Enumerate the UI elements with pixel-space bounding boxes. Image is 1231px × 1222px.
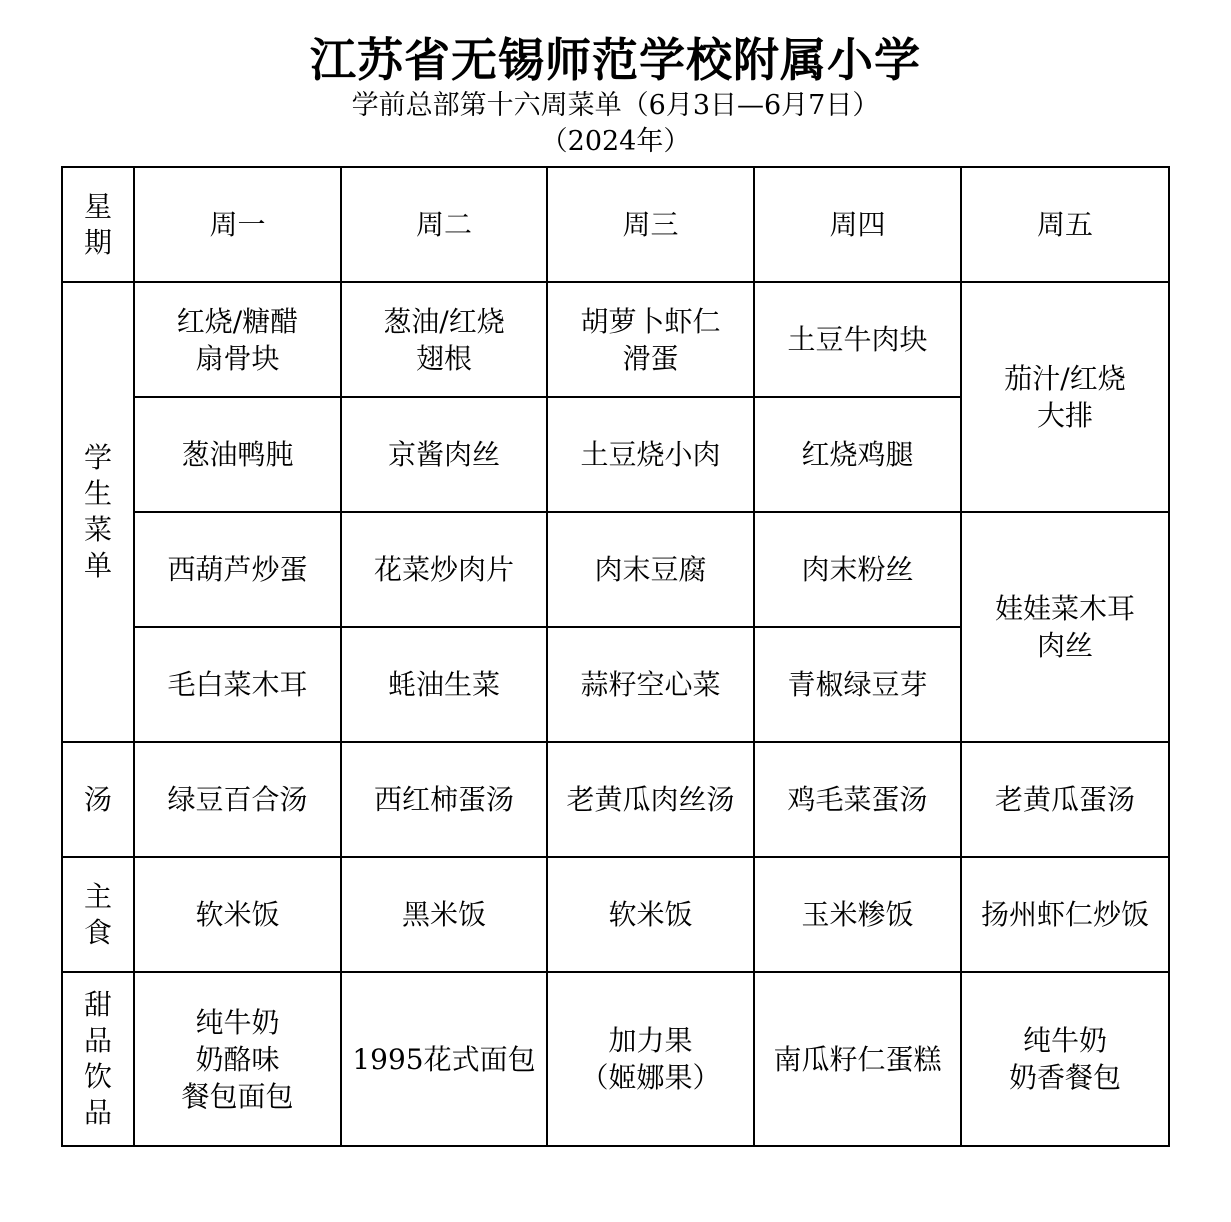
dish-cell: 蚝油生菜 [341,627,547,742]
soup-cell: 鸡毛菜蛋汤 [754,742,961,857]
dessert-cell: 纯牛奶 奶香餐包 [961,972,1169,1146]
table-row [62,512,1169,627]
dessert-cell: 1995花式面包 [341,972,547,1146]
staple-row [62,857,1169,972]
dessert-label: 甜品饮品 [83,988,112,1129]
staple-label-cell [62,857,134,972]
dish-cell: 青椒绿豆芽 [754,627,961,742]
soup-cell: 绿豆百合汤 [134,742,341,857]
staple-cell: 黑米饭 [341,857,547,972]
soup-row [62,742,1169,857]
corner-cell [62,167,134,282]
dish-cell: 土豆牛肉块 [754,282,961,397]
dish-cell-friday-veg: 娃娃菜木耳 肉丝 [961,512,1169,742]
dish-cell: 肉末粉丝 [754,512,961,627]
dish-cell: 京酱肉丝 [341,397,547,512]
day-header: 周一 [134,167,341,282]
soup-cell: 西红柿蛋汤 [341,742,547,857]
dessert-cell: 加力果 （姬娜果） [547,972,754,1146]
page-subtitle: 学前总部第十六周菜单（6月3日—6月7日） [351,90,880,121]
dish-cell: 肉末豆腐 [547,512,754,627]
day-header: 周五 [961,167,1169,282]
dish-cell: 蒜籽空心菜 [547,627,754,742]
dish-cell: 胡萝卜虾仁 滑蛋 [547,282,754,397]
dish-cell: 葱油/红烧 翅根 [341,282,547,397]
dish-cell: 红烧鸡腿 [754,397,961,512]
dish-cell: 西葫芦炒蛋 [134,512,341,627]
staple-cell: 软米饭 [134,857,341,972]
staple-cell: 扬州虾仁炒饭 [961,857,1169,972]
dish-cell: 毛白菜木耳 [134,627,341,742]
dish-cell-friday-main: 茄汁/红烧 大排 [961,282,1169,512]
soup-cell: 老黄瓜蛋汤 [961,742,1169,857]
dessert-cell: 纯牛奶 奶酪味 餐包面包 [134,972,341,1146]
menu-table [61,166,1170,1147]
dessert-row [62,972,1169,1146]
student-menu-label: 学生菜单 [83,441,112,582]
page-year: （2024年） [540,126,691,157]
soup-label: 汤 [62,742,134,857]
day-header: 周二 [341,167,547,282]
staple-cell: 软米饭 [547,857,754,972]
dish-cell: 红烧/糖醋 扇骨块 [134,282,341,397]
day-header: 周三 [547,167,754,282]
soup-cell: 老黄瓜肉丝汤 [547,742,754,857]
table-row [62,282,1169,397]
dessert-label-cell [62,972,134,1146]
dish-cell: 土豆烧小肉 [547,397,754,512]
corner-label: 星期 [83,189,112,259]
dessert-cell: 南瓜籽仁蛋糕 [754,972,961,1146]
student-menu-label-cell [62,282,134,742]
table-header-row [62,167,1169,282]
day-header: 周四 [754,167,961,282]
staple-cell: 玉米糁饭 [754,857,961,972]
dish-cell: 花菜炒肉片 [341,512,547,627]
staple-label: 主食 [83,879,112,949]
dish-cell: 葱油鸭肫 [134,397,341,512]
page-title: 江苏省无锡师范学校附属小学 [310,33,921,87]
